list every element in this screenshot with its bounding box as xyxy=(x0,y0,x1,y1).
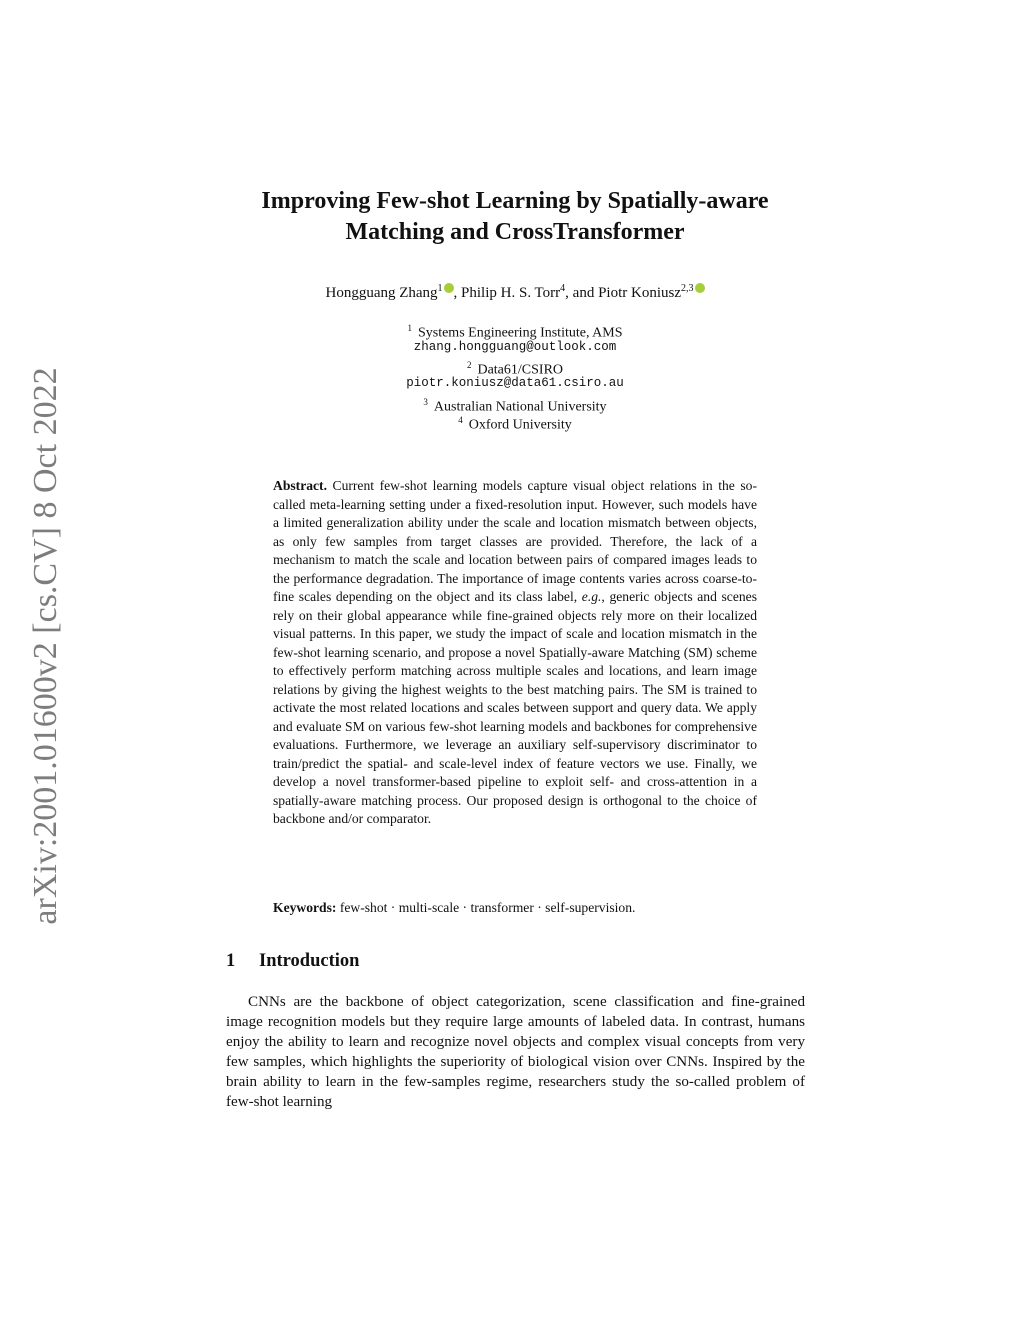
orcid-icon[interactable] xyxy=(695,283,705,293)
affiliation-text: Australian National University xyxy=(433,399,607,415)
author-name: Piotr Koniusz xyxy=(598,285,681,301)
title-line-1: Improving Few-shot Learning by Spatially-aware xyxy=(261,188,769,214)
arxiv-stamp xyxy=(24,362,68,930)
title-line-2: Matching and CrossTransformer xyxy=(345,219,685,245)
keywords-label: Keywords: xyxy=(273,900,337,915)
orcid-icon[interactable] xyxy=(444,283,454,293)
affiliation-sup: 4 xyxy=(458,415,463,425)
affiliation-email[interactable]: piotr.koniusz@data61.csiro.au xyxy=(406,376,624,390)
affiliation-text: Systems Engineering Institute, AMS xyxy=(417,325,623,341)
abstract-text-part-1: Current few-shot learning models capture visual object relations in the so-called meta-learning setting under a fixed-resolution input. However, such models have a limited generalization ability under the scale and location mismatch between objects, as only few samples from target classes are provided. Therefore, the lack of a mechanism to match the scale and location between pairs of compared images leads to the performance degradation. The importance of image contents varies across coarse-to-fine scales depending on the object and its class label, xyxy=(273,478,757,604)
keywords-text: few-shot · multi-scale · transformer · self-supervision. xyxy=(339,900,636,915)
section-title: Introduction xyxy=(259,951,360,971)
affiliation-text: Data61/CSIRO xyxy=(477,362,564,378)
affiliation-text: Oxford University xyxy=(468,417,572,433)
author-name: Hongguang Zhang xyxy=(325,285,438,301)
paper-title xyxy=(200,186,830,248)
abstract-label: Abstract. xyxy=(273,478,327,493)
intro-paragraph: CNNs are the backbone of object categorization, scene classification and fine-grained image recognition models but they require large amounts of labeled data. In contrast, humans enjoy the ability to learn and recognize novel objects and complex visual concepts from very few samples, which highlights the superiority of biological vision over CNNs. Inspired by the brain ability to learn in the few-samples regime, researchers study the so-called problem of few-shot learning xyxy=(226,994,805,1110)
affiliation-email[interactable]: zhang.hongguang@outlook.com xyxy=(413,340,617,354)
author-separator: , xyxy=(453,285,462,301)
keywords xyxy=(273,900,757,916)
abstract-eg: e.g. xyxy=(581,589,602,604)
author-separator: , and xyxy=(565,285,599,301)
affiliation-sup: 2 xyxy=(466,360,472,370)
section-number: 1 xyxy=(226,951,236,971)
abstract-text-part-2: , generic objects and scenes rely on their global appearance while fine-grained objects rely more on their localized visual patterns. In this paper, we study the impact of scale and location mismatch in the few-shot learning scenario, and propose a novel Spatially-aware Matching (SM) scheme to effectively perform matching across multiple scales and locations, and learn image relations by giving the highest weights to the best matching pairs. The SM is trained to activate the most related locations and scales between support and query data. We apply and evaluate SM on various few-shot learning models and backbones for comprehensive evaluations. Furthermore, we leverage an auxiliary self-supervisory discriminator to train/predict the spatial- and scale-level index of feature vectors we use. Finally, we develop a novel transformer-based pipeline to exploit self- and cross-attention in a spatially-aware matching process. Our proposed design is orthogonal to the choice of backbone and/or comparator. xyxy=(273,589,757,826)
section-heading xyxy=(226,951,359,972)
author-affil-sup: 2,3 xyxy=(681,283,694,294)
arxiv-stamp-text: arXiv:2001.01600v2 [cs.CV] 8 Oct 2022 xyxy=(27,367,64,925)
affiliation-sup: 3 xyxy=(423,397,428,407)
affiliation xyxy=(260,411,770,435)
abstract xyxy=(273,477,757,829)
author-name: Philip H. S. Torr xyxy=(461,285,561,301)
affiliation-sup: 1 xyxy=(407,323,412,333)
author-list xyxy=(200,283,830,302)
author-affil-sup: 1 xyxy=(437,283,443,294)
author-affil-sup: 4 xyxy=(560,283,566,294)
